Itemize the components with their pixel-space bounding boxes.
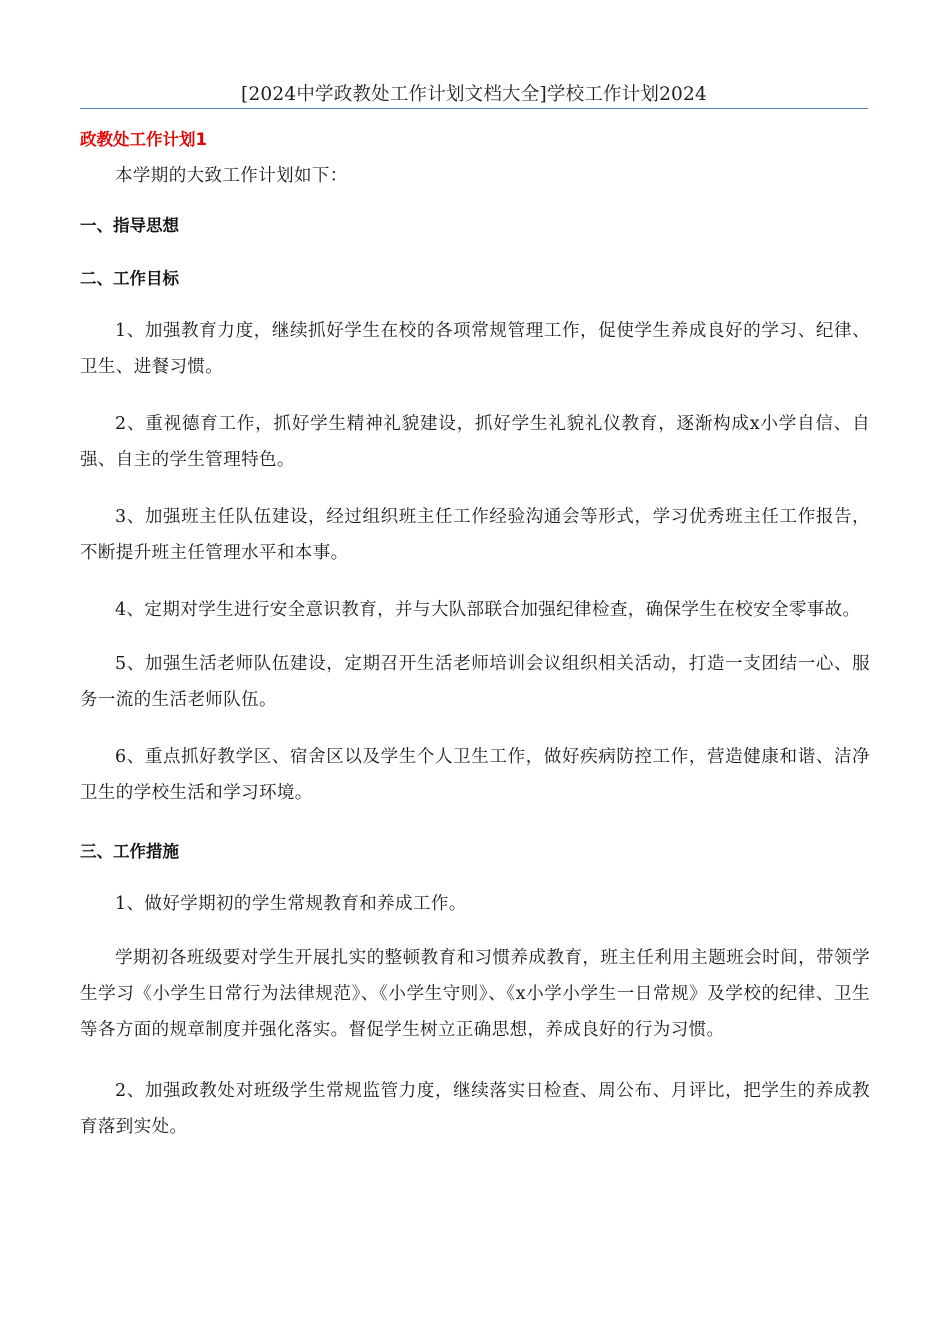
heading-work-goals: 二、工作目标 <box>80 269 179 288</box>
goal-item-3: 3、加强班主任队伍建设，经过组织班主任工作经验沟通会等形式，学习优秀班主任工作报告，不断提升班主任管理水平和本事。 <box>80 507 870 563</box>
goal-item-2: 2、重视德育工作，抓好学生精神礼貌建设，抓好学生礼貌礼仪教育，逐渐构成x小学自信、自强、自主的学生管理特色。 <box>80 414 870 470</box>
measure-item-2: 2、加强政教处对班级学生常规监管力度，继续落实日检查、周公布、月评比，把学生的养成教育落到实处。 <box>80 1081 870 1137</box>
section-title: 政教处工作计划1 <box>80 130 207 149</box>
goal-item-1: 1、加强教育力度，继续抓好学生在校的各项常规管理工作，促使学生养成良好的学习、纪律、卫生、进餐习惯。 <box>80 321 870 377</box>
goal-item-4: 4、定期对学生进行安全意识教育，并与大队部联合加强纪律检查，确保学生在校安全零事故。 <box>115 600 861 620</box>
heading-guiding-ideology: 一、指导思想 <box>80 216 179 235</box>
goal-item-6: 6、重点抓好教学区、宿舍区以及学生个人卫生工作，做好疾病防控工作，营造健康和谐、洁净卫生的学校生活和学习环境。 <box>80 747 870 803</box>
intro-paragraph: 本学期的大致工作计划如下： <box>115 166 348 186</box>
heading-work-measures: 三、工作措施 <box>80 842 179 861</box>
document-header-title: [2024中学政教处工作计划文档大全]学校工作计划2024 <box>241 84 707 105</box>
goal-item-5: 5、加强生活老师队伍建设，定期召开生活老师培训会议组织相关活动，打造一支团结一心、服务一流的生活老师队伍。 <box>80 654 870 710</box>
measure-detail-paragraph: 学期初各班级要对学生开展扎实的整顿教育和习惯养成教育，班主任利用主题班会时间，带领学生学习《小学生日常行为法律规范》、《小学生守则》、《x小学小学生一日常规》及学校的纪律、卫生等各方面的规章制度并强化落实。督促学生树立正确思想，养成良好的行为习惯。 <box>80 948 870 1040</box>
measure-item-1: 1、做好学期初的学生常规教育和养成工作。 <box>115 894 467 914</box>
header-divider <box>80 108 868 109</box>
